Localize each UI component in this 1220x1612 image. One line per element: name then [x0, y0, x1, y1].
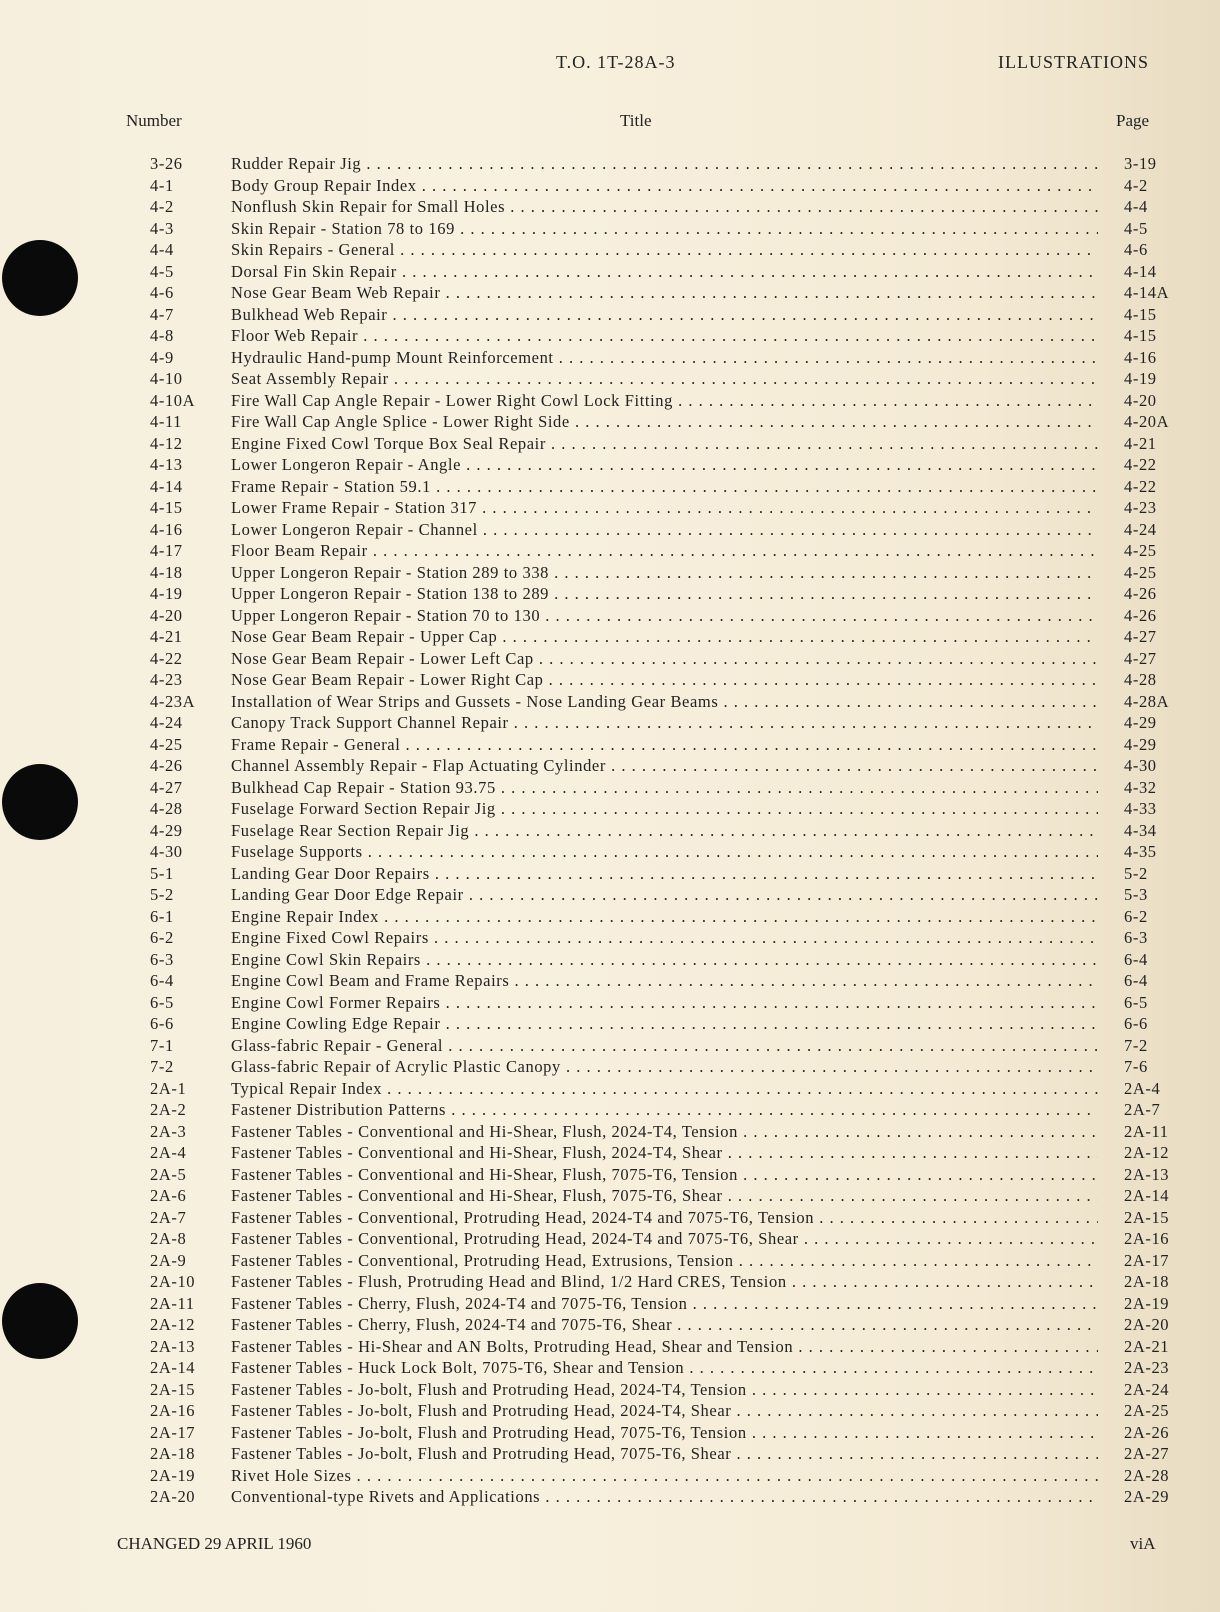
list-item	[0, 1186, 1220, 1208]
figure-page: 2A-13	[1124, 1164, 1170, 1184]
figure-title: Lower Longeron Repair - Angle . . .	[231, 455, 1098, 475]
figure-page: 2A-27	[1124, 1444, 1170, 1463]
figure-number: 2A-19	[150, 1465, 196, 1485]
list-item	[0, 1014, 1220, 1036]
figure-title: Upper Longeron Repair - Station 138 to 289 . . .	[231, 584, 1098, 604]
figure-page: 2A-23	[1124, 1358, 1170, 1377]
figure-number: 2A-8	[150, 1229, 187, 1248]
list-item	[0, 520, 1220, 542]
list-item	[0, 971, 1220, 993]
figure-number: 2A-4	[150, 1143, 187, 1162]
figure-number: 2A-17	[150, 1422, 196, 1442]
figure-number: 6-1	[150, 906, 174, 926]
figure-number: 4-16	[150, 519, 183, 539]
figure-page: 2A-28	[1124, 1465, 1170, 1485]
list-item	[0, 799, 1220, 821]
figure-number: 4-8	[150, 326, 174, 345]
list-item	[0, 391, 1220, 413]
figure-page: 4-14A	[1124, 283, 1170, 302]
figure-number: 4-24	[150, 713, 183, 732]
figure-page: 4-22	[1124, 476, 1157, 496]
figure-title: Fastener Tables - Jo-bolt, Flush and Protruding Head, 7075-T6, Shear . . .	[231, 1444, 1098, 1464]
figure-number: 6-4	[150, 971, 174, 990]
figure-number: 4-5	[150, 261, 174, 281]
figure-title: Rivet Hole Sizes . . .	[231, 1466, 1098, 1486]
list-item	[0, 455, 1220, 477]
figure-page: 4-26	[1124, 584, 1157, 603]
list-item	[0, 326, 1220, 348]
figure-title: Nose Gear Beam Repair - Lower Left Cap . . .	[231, 649, 1098, 669]
list-item	[0, 735, 1220, 757]
figure-page: 2A-20	[1124, 1315, 1170, 1334]
figure-number: 4-26	[150, 756, 183, 775]
figure-number: 5-2	[150, 885, 174, 904]
list-item	[0, 842, 1220, 864]
figure-page: 4-15	[1124, 304, 1157, 324]
list-item	[0, 1079, 1220, 1101]
figure-title: Glass-fabric Repair of Acrylic Plastic Canopy . . .	[231, 1057, 1098, 1077]
figure-title: Fastener Tables - Conventional, Protruding Head, 2024-T4 and 7075-T6, Shear . . .	[231, 1229, 1098, 1249]
figure-title: Engine Fixed Cowl Repairs . . .	[231, 928, 1098, 948]
figure-number: 4-7	[150, 304, 174, 324]
list-item	[0, 219, 1220, 241]
column-header-title: Title	[620, 111, 652, 130]
list-item	[0, 240, 1220, 262]
figure-number: 6-2	[150, 928, 174, 947]
figure-title: Engine Cowl Beam and Frame Repairs . . .	[231, 971, 1098, 991]
list-item	[0, 1057, 1220, 1079]
figure-number: 4-4	[150, 240, 174, 259]
figure-page: 4-35	[1124, 842, 1157, 861]
list-item	[0, 885, 1220, 907]
figure-title: Fire Wall Cap Angle Splice - Lower Right Side . . .	[231, 412, 1098, 432]
figure-number: 2A-1	[150, 1078, 187, 1098]
list-item	[0, 821, 1220, 843]
figure-title: Fastener Tables - Cherry, Flush, 2024-T4 and 7075-T6, Shear . . .	[231, 1315, 1098, 1335]
figure-page: 2A-25	[1124, 1401, 1170, 1420]
figure-number: 4-14	[150, 476, 183, 496]
list-item	[0, 627, 1220, 649]
list-item	[0, 1208, 1220, 1230]
list-item	[0, 563, 1220, 585]
figure-page: 4-21	[1124, 433, 1157, 453]
list-item	[0, 907, 1220, 929]
figure-page: 6-3	[1124, 928, 1148, 947]
list-item	[0, 1337, 1220, 1359]
list-item	[0, 778, 1220, 800]
figure-page: 2A-7	[1124, 1100, 1161, 1119]
figure-title: Engine Cowl Former Repairs . . .	[231, 993, 1098, 1013]
figure-number: 4-11	[150, 412, 183, 431]
figure-number: 5-1	[150, 863, 174, 883]
figure-page: 6-4	[1124, 949, 1148, 969]
figure-page: 2A-14	[1124, 1186, 1170, 1205]
figure-number: 4-19	[150, 584, 183, 603]
figure-page: 4-27	[1124, 648, 1157, 668]
figure-number: 7-1	[150, 1035, 174, 1055]
illustrations-list	[0, 154, 1220, 1509]
figure-title: Fastener Tables - Conventional and Hi-Shear, Flush, 2024-T4, Tension . . .	[231, 1122, 1098, 1142]
list-item	[0, 1380, 1220, 1402]
figure-page: 4-34	[1124, 820, 1157, 840]
figure-number: 4-28	[150, 799, 183, 818]
figure-title: Nose Gear Beam Repair - Lower Right Cap . . .	[231, 670, 1098, 690]
figure-title: Fuselage Rear Section Repair Jig . . .	[231, 821, 1098, 841]
figure-number: 4-23	[150, 670, 183, 689]
figure-page: 4-29	[1124, 713, 1157, 732]
list-item	[0, 1165, 1220, 1187]
list-item	[0, 1122, 1220, 1144]
figure-title: Fastener Tables - Conventional and Hi-Shear, Flush, 7075-T6, Tension . . .	[231, 1165, 1098, 1185]
list-item	[0, 498, 1220, 520]
figure-title: Engine Cowling Edge Repair . . .	[231, 1014, 1098, 1034]
list-item	[0, 1100, 1220, 1122]
figure-number: 4-10A	[150, 390, 196, 410]
figure-number: 6-6	[150, 1014, 174, 1033]
figure-page: 5-3	[1124, 885, 1148, 904]
figure-page: 5-2	[1124, 863, 1148, 883]
figure-title: Fastener Tables - Cherry, Flush, 2024-T4 and 7075-T6, Tension . . .	[231, 1294, 1098, 1314]
figure-title: Skin Repairs - General . . .	[231, 240, 1098, 260]
figure-title: Fastener Tables - Hi-Shear and AN Bolts, Protruding Head, Shear and Tension . . .	[231, 1337, 1098, 1357]
figure-page: 4-20A	[1124, 412, 1170, 431]
figure-page: 6-5	[1124, 992, 1148, 1012]
list-item	[0, 305, 1220, 327]
figure-number: 4-13	[150, 455, 183, 474]
figure-page: 4-19	[1124, 369, 1157, 388]
figure-page: 2A-15	[1124, 1207, 1170, 1227]
figure-title: Bulkhead Cap Repair - Station 93.75 . . .	[231, 778, 1098, 798]
list-item	[0, 1315, 1220, 1337]
figure-page: 4-5	[1124, 218, 1148, 238]
figure-number: 2A-7	[150, 1207, 187, 1227]
list-item	[0, 1358, 1220, 1380]
list-item	[0, 283, 1220, 305]
figure-page: 2A-16	[1124, 1229, 1170, 1248]
list-item	[0, 1251, 1220, 1273]
figure-page: 4-6	[1124, 240, 1148, 259]
figure-page: 2A-12	[1124, 1143, 1170, 1162]
figure-number: 4-6	[150, 283, 174, 302]
figure-title: Canopy Track Support Channel Repair . . .	[231, 713, 1098, 733]
figure-title: Nose Gear Beam Repair - Upper Cap . . .	[231, 627, 1098, 647]
figure-page: 2A-21	[1124, 1336, 1170, 1356]
list-item	[0, 1401, 1220, 1423]
figure-number: 4-2	[150, 197, 174, 216]
figure-title: Installation of Wear Strips and Gussets - Nose Landing Gear Beams . . .	[231, 692, 1098, 712]
figure-title: Floor Beam Repair . . .	[231, 541, 1098, 561]
figure-page: 4-15	[1124, 326, 1157, 345]
figure-number: 2A-2	[150, 1100, 187, 1119]
figure-title: Engine Fixed Cowl Torque Box Seal Repair . . .	[231, 434, 1098, 454]
figure-title: Conventional-type Rivets and Applications . . .	[231, 1487, 1098, 1507]
figure-page: 4-14	[1124, 261, 1157, 281]
figure-number: 2A-15	[150, 1379, 196, 1399]
figure-number: 3-26	[150, 154, 183, 173]
figure-title: Upper Longeron Repair - Station 289 to 338 . . .	[231, 563, 1098, 583]
figure-title: Fastener Tables - Conventional, Protruding Head, 2024-T4 and 7075-T6, Tension . . .	[231, 1208, 1098, 1228]
list-item	[0, 670, 1220, 692]
figure-page: 2A-17	[1124, 1250, 1170, 1270]
figure-number: 4-30	[150, 842, 183, 861]
figure-page: 2A-24	[1124, 1379, 1170, 1399]
figure-page: 2A-4	[1124, 1078, 1161, 1098]
list-item	[0, 348, 1220, 370]
list-item	[0, 412, 1220, 434]
list-item	[0, 477, 1220, 499]
figure-title: Channel Assembly Repair - Flap Actuating Cylinder . . .	[231, 756, 1098, 776]
figure-title: Skin Repair - Station 78 to 169 . . .	[231, 219, 1098, 239]
change-note: CHANGED 29 APRIL 1960	[117, 1534, 312, 1553]
figure-title: Landing Gear Door Edge Repair . . .	[231, 885, 1098, 905]
figure-number: 4-21	[150, 627, 183, 646]
figure-page: 4-20	[1124, 390, 1157, 410]
figure-number: 2A-13	[150, 1336, 196, 1356]
figure-page: 4-26	[1124, 605, 1157, 625]
figure-page: 2A-11	[1124, 1121, 1169, 1141]
figure-number: 7-2	[150, 1057, 174, 1076]
figure-title: Frame Repair - Station 59.1 . . .	[231, 477, 1098, 497]
list-item	[0, 713, 1220, 735]
figure-page: 4-30	[1124, 756, 1157, 775]
figure-number: 4-23A	[150, 691, 196, 711]
figure-title: Bulkhead Web Repair . . .	[231, 305, 1098, 325]
figure-number: 2A-6	[150, 1186, 187, 1205]
figure-page: 2A-18	[1124, 1272, 1170, 1291]
figure-title: Typical Repair Index . . .	[231, 1079, 1098, 1099]
figure-number: 4-22	[150, 648, 183, 668]
figure-page: 4-4	[1124, 197, 1148, 216]
list-item	[0, 1143, 1220, 1165]
figure-title: Fastener Tables - Conventional and Hi-Shear, Flush, 7075-T6, Shear . . .	[231, 1186, 1098, 1206]
list-item	[0, 434, 1220, 456]
figure-title: Fastener Tables - Conventional and Hi-Shear, Flush, 2024-T4, Shear . . .	[231, 1143, 1098, 1163]
figure-number: 4-1	[150, 175, 174, 195]
figure-title: Floor Web Repair . . .	[231, 326, 1098, 346]
figure-page: 4-25	[1124, 562, 1157, 582]
figure-page: 4-27	[1124, 627, 1157, 646]
figure-title: Nonflush Skin Repair for Small Holes . . .	[231, 197, 1098, 217]
figure-page: 4-24	[1124, 519, 1157, 539]
figure-title: Fuselage Supports . . .	[231, 842, 1098, 862]
figure-number: 4-3	[150, 218, 174, 238]
list-item	[0, 1487, 1220, 1509]
figure-page: 3-19	[1124, 154, 1157, 173]
document-number: T.O. 1T-28A-3	[556, 52, 676, 72]
figure-title: Glass-fabric Repair - General . . .	[231, 1036, 1098, 1056]
figure-page: 4-33	[1124, 799, 1157, 818]
figure-title: Lower Longeron Repair - Channel . . .	[231, 520, 1098, 540]
list-item	[0, 197, 1220, 219]
figure-page: 4-29	[1124, 734, 1157, 754]
figure-page: 4-2	[1124, 175, 1148, 195]
figure-number: 4-10	[150, 369, 183, 388]
figure-page: 6-4	[1124, 971, 1148, 990]
figure-title: Frame Repair - General . . .	[231, 735, 1098, 755]
figure-number: 2A-11	[150, 1293, 195, 1313]
list-item	[0, 756, 1220, 778]
figure-title: Fastener Distribution Patterns . . .	[231, 1100, 1098, 1120]
figure-page: 2A-29	[1124, 1487, 1170, 1506]
figure-page: 6-2	[1124, 906, 1148, 926]
figure-number: 6-3	[150, 949, 174, 969]
figure-page: 2A-26	[1124, 1422, 1170, 1442]
figure-title: Fastener Tables - Jo-bolt, Flush and Protruding Head, 7075-T6, Tension . . .	[231, 1423, 1098, 1443]
figure-page: 4-16	[1124, 347, 1157, 367]
figure-number: 4-29	[150, 820, 183, 840]
figure-title: Fastener Tables - Jo-bolt, Flush and Protruding Head, 2024-T4, Tension . . .	[231, 1380, 1098, 1400]
list-item	[0, 1466, 1220, 1488]
figure-title: Hydraulic Hand-pump Mount Reinforcement . . .	[231, 348, 1098, 368]
page-number: viA	[1130, 1534, 1156, 1553]
figure-title: Fire Wall Cap Angle Repair - Lower Right Cowl Lock Fitting . . .	[231, 391, 1098, 411]
list-item	[0, 1444, 1220, 1466]
figure-number: 4-12	[150, 433, 183, 453]
list-item	[0, 993, 1220, 1015]
figure-page: 4-28A	[1124, 691, 1170, 711]
figure-number: 2A-16	[150, 1401, 196, 1420]
section-title: ILLUSTRATIONS	[998, 52, 1149, 72]
list-item	[0, 649, 1220, 671]
figure-title: Nose Gear Beam Web Repair . . .	[231, 283, 1098, 303]
figure-number: 4-9	[150, 347, 174, 367]
list-item	[0, 262, 1220, 284]
figure-page: 4-25	[1124, 541, 1157, 560]
figure-title: Fuselage Forward Section Repair Jig . . .	[231, 799, 1098, 819]
figure-number: 2A-12	[150, 1315, 196, 1334]
figure-page: 7-6	[1124, 1057, 1148, 1076]
figure-title: Fastener Tables - Conventional, Protruding Head, Extrusions, Tension . . .	[231, 1251, 1098, 1271]
figure-title: Fastener Tables - Jo-bolt, Flush and Protruding Head, 2024-T4, Shear . . .	[231, 1401, 1098, 1421]
figure-title: Upper Longeron Repair - Station 70 to 130 . . .	[231, 606, 1098, 626]
figure-number: 2A-10	[150, 1272, 196, 1291]
figure-title: Engine Cowl Skin Repairs . . .	[231, 950, 1098, 970]
list-item	[0, 692, 1220, 714]
list-item	[0, 1294, 1220, 1316]
figure-page: 7-2	[1124, 1035, 1148, 1055]
list-item	[0, 1229, 1220, 1251]
list-item	[0, 541, 1220, 563]
figure-title: Landing Gear Door Repairs . . .	[231, 864, 1098, 884]
list-item	[0, 950, 1220, 972]
figure-number: 2A-5	[150, 1164, 187, 1184]
figure-title: Seat Assembly Repair . . .	[231, 369, 1098, 389]
figure-number: 4-17	[150, 541, 183, 560]
figure-number: 2A-9	[150, 1250, 187, 1270]
list-item	[0, 928, 1220, 950]
figure-page: 4-28	[1124, 670, 1157, 689]
column-header-page: Page	[1116, 111, 1150, 130]
figure-title: Engine Repair Index . . .	[231, 907, 1098, 927]
figure-title: Dorsal Fin Skin Repair . . .	[231, 262, 1098, 282]
figure-number: 4-15	[150, 498, 183, 517]
figure-page: 4-32	[1124, 777, 1157, 797]
figure-title: Fastener Tables - Huck Lock Bolt, 7075-T6, Shear and Tension . . .	[231, 1358, 1098, 1378]
figure-title: Fastener Tables - Flush, Protruding Head and Blind, 1/2 Hard CRES, Tension . . .	[231, 1272, 1098, 1292]
figure-number: 6-5	[150, 992, 174, 1012]
column-header-number: Number	[126, 111, 182, 130]
figure-number: 2A-3	[150, 1121, 187, 1141]
figure-page: 2A-19	[1124, 1293, 1170, 1313]
list-item	[0, 176, 1220, 198]
list-item	[0, 1272, 1220, 1294]
figure-number: 4-20	[150, 605, 183, 625]
list-item	[0, 606, 1220, 628]
figure-number: 2A-18	[150, 1444, 196, 1463]
figure-page: 6-6	[1124, 1014, 1148, 1033]
list-item	[0, 864, 1220, 886]
figure-title: Lower Frame Repair - Station 317 . . .	[231, 498, 1098, 518]
figure-title: Rudder Repair Jig . . .	[231, 154, 1098, 174]
figure-number: 4-18	[150, 562, 183, 582]
list-item	[0, 584, 1220, 606]
figure-number: 2A-20	[150, 1487, 196, 1506]
list-item	[0, 154, 1220, 176]
figure-title: Body Group Repair Index . . .	[231, 176, 1098, 196]
figure-number: 4-27	[150, 777, 183, 797]
figure-number: 2A-14	[150, 1358, 196, 1377]
figure-page: 4-22	[1124, 455, 1157, 474]
figure-number: 4-25	[150, 734, 183, 754]
list-item	[0, 1036, 1220, 1058]
list-item	[0, 369, 1220, 391]
figure-page: 4-23	[1124, 498, 1157, 517]
list-item	[0, 1423, 1220, 1445]
